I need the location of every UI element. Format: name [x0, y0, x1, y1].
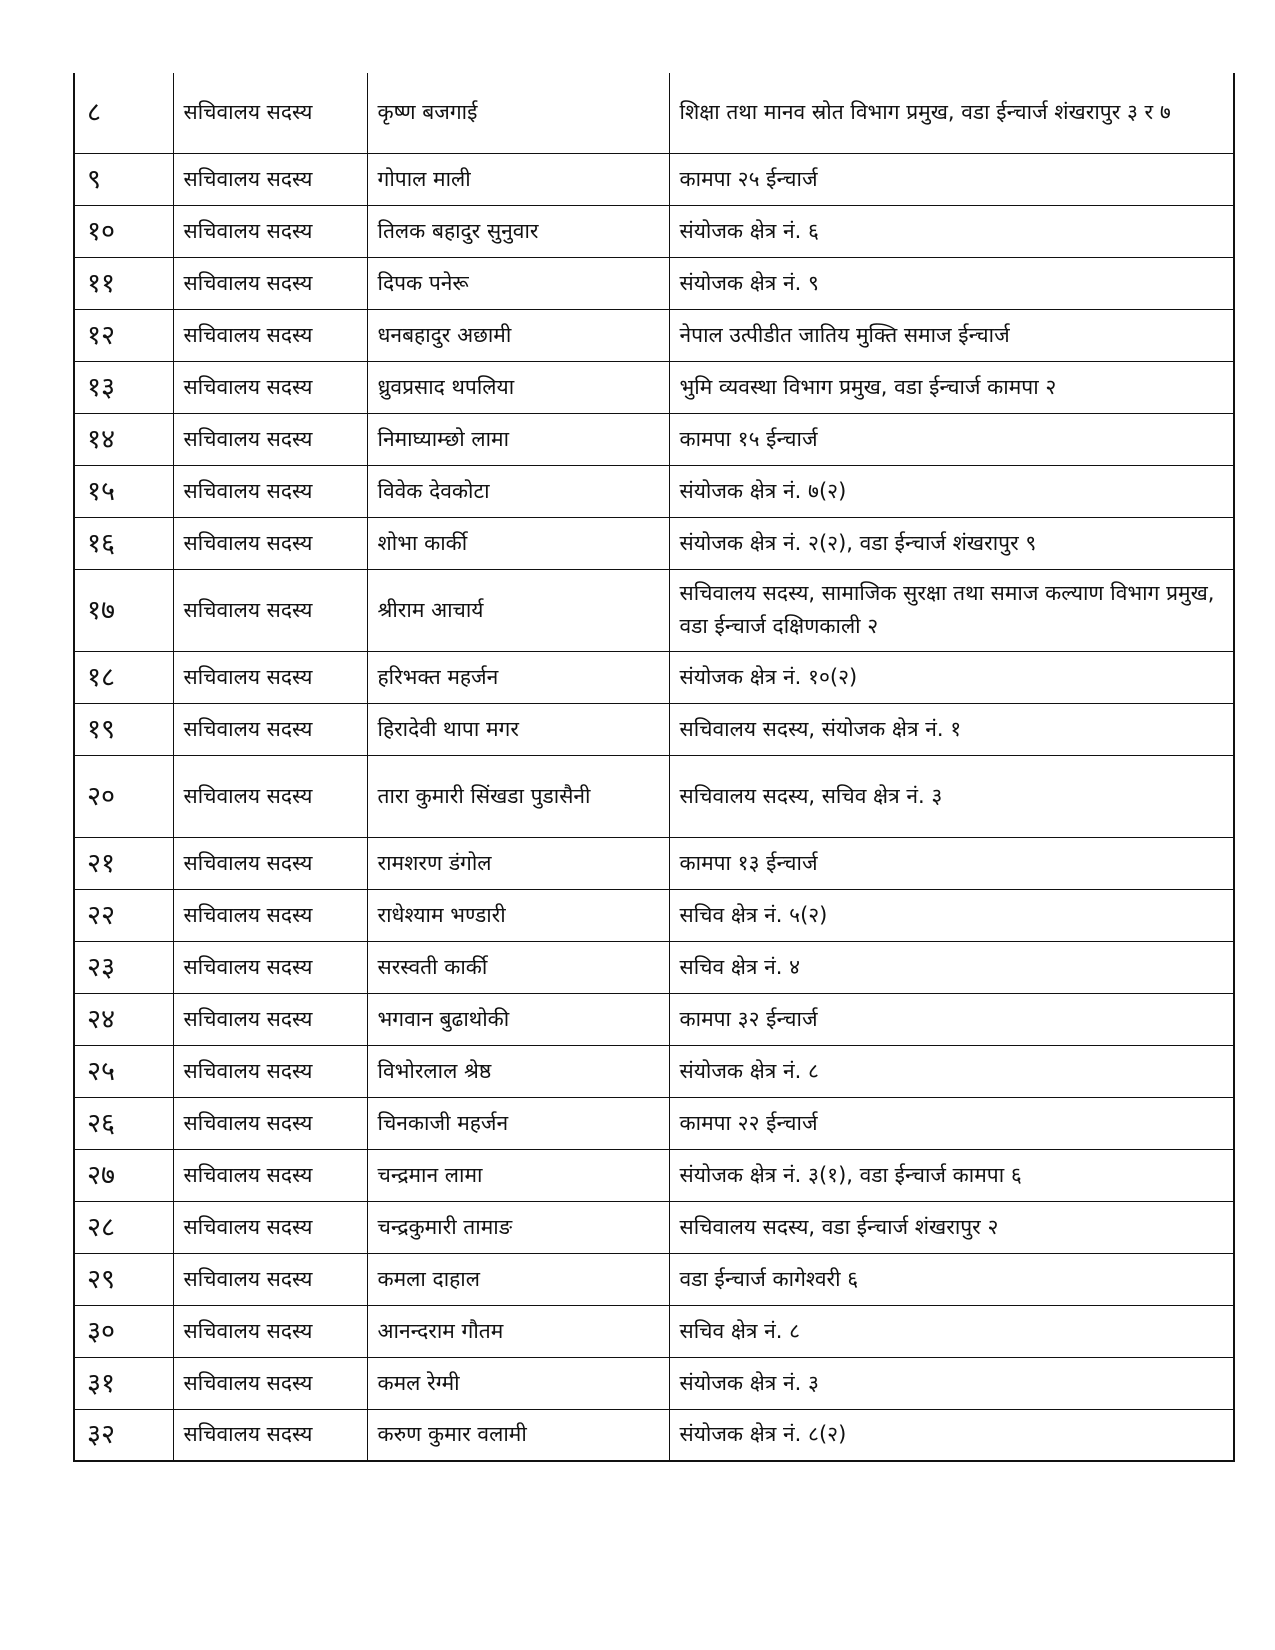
table-row: [74, 257, 1234, 309]
member-responsibility: नेपाल उत्पीडीत जातिय मुक्ति समाज ईन्चार्ज: [669, 309, 1234, 361]
member-name: करुण कुमार वलामी: [367, 1409, 669, 1461]
serial-number: १९: [74, 703, 173, 755]
table-row: [74, 361, 1234, 413]
table-row: [74, 1097, 1234, 1149]
member-responsibility: सचिवालय सदस्य, संयोजक क्षेत्र नं. १: [669, 703, 1234, 755]
member-name: विभोरलाल श्रेष्ठ: [367, 1045, 669, 1097]
member-role: सचिवालय सदस्य: [173, 73, 367, 153]
member-name: हरिभक्त महर्जन: [367, 651, 669, 703]
serial-number: ११: [74, 257, 173, 309]
member-name: दिपक पनेरू: [367, 257, 669, 309]
table-row: [74, 941, 1234, 993]
serial-number: २९: [74, 1253, 173, 1305]
member-responsibility: सचिवालय सदस्य, सामाजिक सुरक्षा तथा समाज कल्याण विभाग प्रमुख, वडा ईन्चार्ज दक्षिणकाली २: [669, 569, 1234, 651]
member-role: सचिवालय सदस्य: [173, 517, 367, 569]
member-responsibility: सचिव क्षेत्र नं. ८: [669, 1305, 1234, 1357]
table-row: [74, 1357, 1234, 1409]
member-name: चिनकाजी महर्जन: [367, 1097, 669, 1149]
serial-number: २०: [74, 755, 173, 837]
member-responsibility: संयोजक क्षेत्र नं. ८(२): [669, 1409, 1234, 1461]
member-name: श्रीराम आचार्य: [367, 569, 669, 651]
member-role: सचिवालय सदस्य: [173, 465, 367, 517]
table-row: [74, 569, 1234, 651]
table-row: [74, 1409, 1234, 1461]
table-row: [74, 1201, 1234, 1253]
member-role: सचिवालय सदस्य: [173, 889, 367, 941]
table-row: [74, 1253, 1234, 1305]
member-role: सचिवालय सदस्य: [173, 309, 367, 361]
member-name: हिरादेवी थापा मगर: [367, 703, 669, 755]
member-name: कमला दाहाल: [367, 1253, 669, 1305]
table-row: [74, 889, 1234, 941]
table-row: [74, 1149, 1234, 1201]
member-name: राधेश्याम भण्डारी: [367, 889, 669, 941]
serial-number: २२: [74, 889, 173, 941]
table-row: [74, 73, 1234, 153]
member-role: सचिवालय सदस्य: [173, 837, 367, 889]
member-role: सचिवालय सदस्य: [173, 1409, 367, 1461]
member-role: सचिवालय सदस्य: [173, 941, 367, 993]
serial-number: ८: [74, 73, 173, 153]
table-row: [74, 465, 1234, 517]
member-responsibility: संयोजक क्षेत्र नं. ६: [669, 205, 1234, 257]
member-name: शोभा कार्की: [367, 517, 669, 569]
serial-number: ९: [74, 153, 173, 205]
serial-number: २८: [74, 1201, 173, 1253]
member-name: तारा कुमारी सिंखडा पुडासैनी: [367, 755, 669, 837]
table-row: [74, 413, 1234, 465]
member-role: सचिवालय सदस्य: [173, 257, 367, 309]
serial-number: ३२: [74, 1409, 173, 1461]
table-row: [74, 703, 1234, 755]
serial-number: १६: [74, 517, 173, 569]
member-role: सचिवालय सदस्य: [173, 1149, 367, 1201]
serial-number: २६: [74, 1097, 173, 1149]
serial-number: १०: [74, 205, 173, 257]
member-responsibility: सचिव क्षेत्र नं. ५(२): [669, 889, 1234, 941]
table-row: [74, 309, 1234, 361]
table-row: [74, 651, 1234, 703]
serial-number: ३०: [74, 1305, 173, 1357]
member-name: ध्रुवप्रसाद थपलिया: [367, 361, 669, 413]
member-name: धनबहादुर अछामी: [367, 309, 669, 361]
member-responsibility: सचिवालय सदस्य, वडा ईन्चार्ज शंखरापुर २: [669, 1201, 1234, 1253]
table-row: [74, 993, 1234, 1045]
member-name: रामशरण डंगोल: [367, 837, 669, 889]
member-responsibility: संयोजक क्षेत्र नं. २(२), वडा ईन्चार्ज शंखरापुर ९: [669, 517, 1234, 569]
member-role: सचिवालय सदस्य: [173, 1305, 367, 1357]
member-name: सरस्वती कार्की: [367, 941, 669, 993]
member-name: भगवान बुढाथोकी: [367, 993, 669, 1045]
serial-number: ३१: [74, 1357, 173, 1409]
table-row: [74, 205, 1234, 257]
member-responsibility: संयोजक क्षेत्र नं. ९: [669, 257, 1234, 309]
member-role: सचिवालय सदस्य: [173, 1201, 367, 1253]
serial-number: १७: [74, 569, 173, 651]
member-role: सचिवालय सदस्य: [173, 153, 367, 205]
member-responsibility: कामपा १५ ईन्चार्ज: [669, 413, 1234, 465]
member-responsibility: सचिव क्षेत्र नं. ४: [669, 941, 1234, 993]
serial-number: १४: [74, 413, 173, 465]
member-responsibility: संयोजक क्षेत्र नं. ८: [669, 1045, 1234, 1097]
table-row: [74, 1305, 1234, 1357]
table-row: [74, 517, 1234, 569]
member-name: चन्द्रमान लामा: [367, 1149, 669, 1201]
member-responsibility: शिक्षा तथा मानव स्रोत विभाग प्रमुख, वडा ईन्चार्ज शंखरापुर ३ र ७: [669, 73, 1234, 153]
serial-number: १२: [74, 309, 173, 361]
member-name: कृष्ण बजगाई: [367, 73, 669, 153]
member-name: विवेक देवकोटा: [367, 465, 669, 517]
member-responsibility: संयोजक क्षेत्र नं. ७(२): [669, 465, 1234, 517]
member-role: सचिवालय सदस्य: [173, 569, 367, 651]
member-role: सचिवालय सदस्य: [173, 993, 367, 1045]
member-responsibility: भुमि व्यवस्था विभाग प्रमुख, वडा ईन्चार्ज कामपा २: [669, 361, 1234, 413]
serial-number: १८: [74, 651, 173, 703]
serial-number: २३: [74, 941, 173, 993]
member-responsibility: संयोजक क्षेत्र नं. ३: [669, 1357, 1234, 1409]
member-responsibility: संयोजक क्षेत्र नं. ३(१), वडा ईन्चार्ज कामपा ६: [669, 1149, 1234, 1201]
member-responsibility: कामपा २२ ईन्चार्ज: [669, 1097, 1234, 1149]
member-responsibility: संयोजक क्षेत्र नं. १०(२): [669, 651, 1234, 703]
member-name: कमल रेग्मी: [367, 1357, 669, 1409]
serial-number: १५: [74, 465, 173, 517]
member-responsibility: कामपा २५ ईन्चार्ज: [669, 153, 1234, 205]
secretariat-members-table: [73, 73, 1235, 1462]
member-role: सचिवालय सदस्य: [173, 413, 367, 465]
member-role: सचिवालय सदस्य: [173, 651, 367, 703]
table-row: [74, 153, 1234, 205]
member-role: सचिवालय सदस्य: [173, 1097, 367, 1149]
member-name: निमाघ्याम्छो लामा: [367, 413, 669, 465]
member-role: सचिवालय सदस्य: [173, 1045, 367, 1097]
member-name: गोपाल माली: [367, 153, 669, 205]
member-name: चन्द्रकुमारी तामाङ: [367, 1201, 669, 1253]
member-responsibility: वडा ईन्चार्ज कागेश्वरी ६: [669, 1253, 1234, 1305]
member-name: आनन्दराम गौतम: [367, 1305, 669, 1357]
member-role: सचिवालय सदस्य: [173, 1253, 367, 1305]
member-role: सचिवालय सदस्य: [173, 755, 367, 837]
member-name: तिलक बहादुर सुनुवार: [367, 205, 669, 257]
member-role: सचिवालय सदस्य: [173, 361, 367, 413]
member-responsibility: कामपा ३२ ईन्चार्ज: [669, 993, 1234, 1045]
table-row: [74, 1045, 1234, 1097]
member-responsibility: सचिवालय सदस्य, सचिव क्षेत्र नं. ३: [669, 755, 1234, 837]
serial-number: २१: [74, 837, 173, 889]
member-role: सचिवालय सदस्य: [173, 1357, 367, 1409]
serial-number: २५: [74, 1045, 173, 1097]
serial-number: २४: [74, 993, 173, 1045]
serial-number: १३: [74, 361, 173, 413]
member-responsibility: कामपा १३ ईन्चार्ज: [669, 837, 1234, 889]
serial-number: २७: [74, 1149, 173, 1201]
member-role: सचिवालय सदस्य: [173, 703, 367, 755]
table-row: [74, 837, 1234, 889]
member-role: सचिवालय सदस्य: [173, 205, 367, 257]
table-row: [74, 755, 1234, 837]
